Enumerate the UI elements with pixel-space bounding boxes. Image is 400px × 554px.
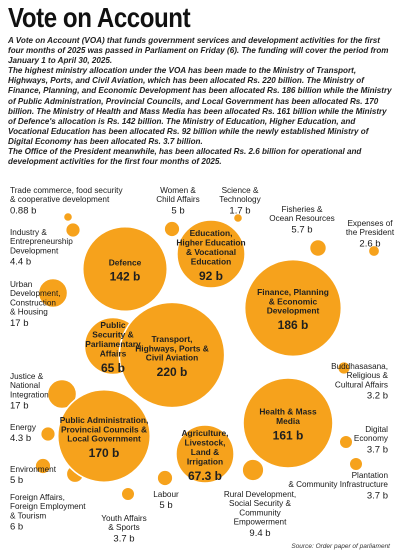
value-label: 5 b: [159, 500, 173, 512]
bubble-label: Media: [276, 416, 300, 426]
bubble-label: Public Administration,: [59, 414, 149, 425]
category-label: Development,: [10, 289, 61, 299]
category-label: & Sports: [108, 523, 140, 533]
bubble-label: Education: [190, 256, 232, 267]
bubble-label: Security &: [92, 329, 134, 340]
bubble-label: & Economic: [268, 296, 318, 307]
category-label: Women &: [160, 186, 196, 195]
category-label: Buddhasasana,: [331, 362, 388, 371]
intro-paragraph: The highest ministry allocation under the VOA has been made to the Ministry of Transport, Highways, Ports, and Civil Aviation, which has been allocated Rs. 220 billion. The Ministry of Finance, Planning, and Economic Development has been allocated Rs. 186 billion while the Ministry of Public Administration, Provincial Councils, and Local Government has been allocated Rs. 170 billion. The Ministry of Health and Mass Media has been allocated Rs. 161 billion while the Ministry of Defence's allocation is Rs. 142 billion. The Ministry of Education, Higher Education, and Vocational Education has been allocated Rs. 92 billion while the newly established Ministry of Digital Economy has been allocated Rs. 3.7 billion.: [8, 66, 392, 146]
source-note: Source: Order paper of parliament: [291, 543, 390, 550]
category-label: Religious &: [346, 371, 388, 381]
bubble-value: 92 b: [198, 268, 224, 283]
category-label: Fisheries &: [281, 205, 323, 214]
category-label: Empowerment: [233, 517, 287, 527]
value-label: 5 b: [171, 205, 185, 217]
bubble-plantation-community-infrastructure: [349, 457, 363, 471]
category-label: Rural Development,: [223, 490, 297, 499]
category-label: Community: [239, 508, 281, 518]
bubble-value: 142 b: [109, 269, 141, 284]
bubble-value: 220 b: [156, 365, 188, 380]
category-label: & Tourism: [10, 511, 47, 521]
intro-paragraph: The Office of the President meanwhile, has been allocated Rs. 2.6 billion for operational and development activities for the first four months of 2025.: [8, 147, 362, 167]
category-label: Economy: [353, 434, 388, 444]
bubble-label: Local Government: [67, 433, 141, 444]
bubble-value: 186 b: [277, 318, 309, 333]
value-label: 3.7 b: [366, 444, 388, 456]
category-label: Environment: [10, 465, 56, 474]
bubble-value: 170 b: [88, 446, 120, 461]
value-label: 17 b: [10, 317, 29, 329]
category-label: Youth Affairs: [101, 514, 147, 523]
value-label: 5.7 b: [291, 224, 313, 236]
category-label: Science &: [221, 186, 259, 195]
bubble-rural-development-social-security-community-empowerment: [242, 459, 264, 481]
bubble-value: 67.3 b: [187, 468, 223, 483]
bubble-label: & Vocational: [185, 247, 237, 257]
intro-paragraph: A Vote on Account (VOA) that funds government services and development activities for the first four months of 2025 was passed in Parliament on Friday (6). The funding will cover the period from January 1 to April 30, 2025.: [8, 36, 389, 66]
category-label: Urban: [10, 280, 33, 289]
category-label: Foreign Affairs,: [10, 493, 65, 502]
value-label: 2.6 b: [359, 238, 381, 250]
category-label: Foreign Employment: [10, 502, 86, 512]
bubble-label: Transport,: [151, 333, 193, 344]
value-label: 3.7 b: [366, 490, 388, 502]
category-label: & Housing: [10, 307, 48, 317]
bubble-trade-commerce-food-security-cooperative-development: [63, 212, 72, 221]
bubble-label: Higher Education: [176, 237, 246, 248]
category-label: Industry &: [10, 228, 47, 237]
bubble-label: Affairs: [99, 348, 127, 359]
bubble-women-child-affairs: [164, 221, 180, 237]
bubble-labour: [157, 470, 173, 486]
category-label: Technology: [219, 195, 261, 205]
category-label: the President: [345, 228, 395, 238]
category-label: & Community Infrastructure: [288, 480, 388, 490]
bubble-label: Education,: [189, 228, 233, 239]
category-label: Expenses of: [347, 219, 393, 228]
bubble-value: 161 b: [272, 428, 304, 443]
bubble-label: Agriculture,: [181, 428, 229, 439]
bubble-energy: [41, 427, 56, 442]
category-label: Digital: [365, 425, 388, 434]
bubble-label: Civil Aviation: [145, 352, 199, 363]
value-label: 9.4 b: [249, 527, 271, 539]
value-label: 1.7 b: [229, 205, 251, 217]
category-label: Integration: [10, 390, 49, 400]
bubble-label: Parliamentary: [85, 339, 141, 349]
category-label: Labour: [153, 490, 179, 499]
bubble-label: Public: [100, 320, 126, 331]
value-label: 5 b: [10, 475, 24, 487]
category-label: Development: [10, 246, 59, 256]
bubble-fisheries-ocean-resources: [310, 240, 327, 257]
bubble-label: Irrigation: [186, 456, 224, 467]
bubble-value: 65 b: [100, 360, 126, 375]
value-label: 4.3 b: [10, 433, 32, 445]
bubble-label: Land &: [190, 447, 220, 457]
value-label: 17 b: [10, 400, 29, 412]
bubble-label: Development: [266, 305, 320, 316]
category-label: Entrepreneurship: [10, 237, 73, 247]
bubble-digital-economy: [339, 435, 353, 449]
bubble-label: Provincial Councils &: [60, 424, 148, 435]
value-label: 3.7 b: [113, 533, 135, 545]
category-label: Ocean Resources: [269, 214, 335, 224]
value-label: 4.4 b: [10, 256, 32, 268]
bubble-label: Defence: [108, 257, 142, 268]
bubble-industry-entrepreneurship-development: [66, 223, 81, 238]
bubble-label: Finance, Planning: [257, 286, 329, 297]
category-label: Justice &: [10, 372, 44, 381]
category-label: Trade commerce, food security: [10, 186, 123, 195]
bubble-label: Health & Mass: [259, 406, 317, 417]
value-label: 0.88 b: [10, 205, 37, 217]
category-label: Energy: [10, 423, 36, 432]
bubble-label: Livestock,: [184, 437, 226, 448]
category-label: Social Security &: [229, 499, 291, 509]
category-label: Child Affairs: [156, 195, 200, 205]
category-label: National: [10, 381, 41, 391]
bubble-youth-affairs-sports: [121, 487, 135, 501]
value-label: 3.2 b: [366, 390, 388, 402]
page-title: Vote on Account: [8, 2, 191, 33]
category-label: Cultural Affairs: [334, 380, 388, 390]
bubble-label: Highways, Ports &: [135, 343, 209, 354]
category-label: Construction: [10, 298, 56, 308]
category-label: Plantation: [351, 471, 388, 480]
category-label: & cooperative development: [10, 195, 110, 205]
value-label: 6 b: [10, 521, 24, 533]
